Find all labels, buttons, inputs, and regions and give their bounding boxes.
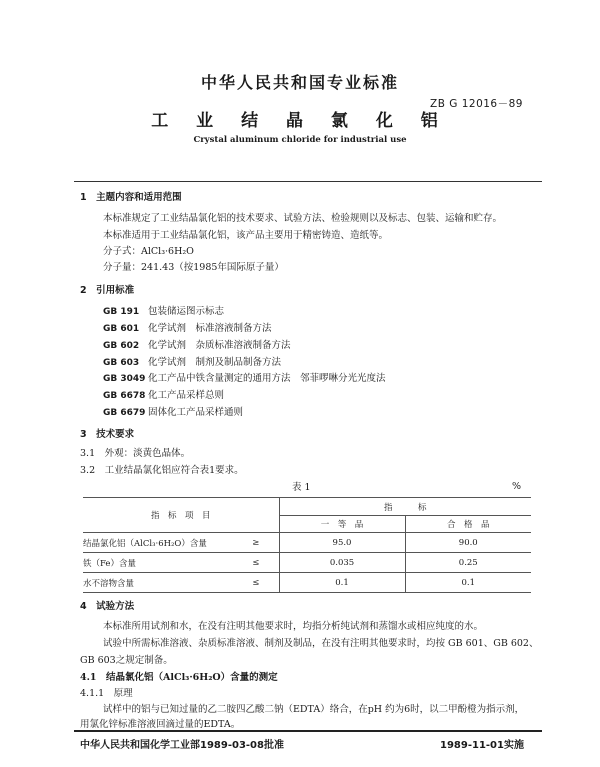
- reference-title: 化学试剂 标准溶液制备方法: [148, 323, 272, 334]
- table-cell-item: 结晶氯化铝（AlCl₃·6H₂O）含量: [83, 533, 233, 553]
- spec-table: [83, 497, 531, 593]
- principle-paragraph: 试样中的铝与已知过量的乙二胺四乙酸二钠（EDTA）络合，在pH 约为6时，以二甲酚橙为指示剂，: [103, 704, 525, 715]
- clause-3-1: 3.1 外观：淡黄色晶体。: [80, 448, 191, 459]
- section-4-heading: 4 试验方法: [80, 601, 135, 612]
- clause-3-2: 3.2 工业结晶氯化铝应符合表1要求。: [80, 465, 244, 476]
- approval-line: 中华人民共和国化学工业部1989-03-08批准: [80, 740, 284, 751]
- reference-item: [103, 404, 243, 418]
- principle-paragraph-cont: 用氯化锌标准溶液回滴过量的EDTA。: [80, 719, 241, 730]
- table-cell-operator: ≥: [233, 533, 279, 553]
- table-cell-item: 铁（Fe）含量: [83, 553, 233, 573]
- section-2-heading: 2 引用标准: [80, 285, 135, 296]
- section-3-heading: 3 技术要求: [80, 429, 135, 440]
- table-header-grade-2: 合 格 品: [405, 516, 531, 533]
- reference-title: 化学试剂 杂质标准溶液制备方法: [148, 340, 291, 351]
- reference-item: [103, 320, 272, 334]
- table-cell-grade-1: 0.035: [279, 553, 405, 573]
- molecular-formula: 分子式：AlCl₃·6H₂O: [103, 246, 194, 257]
- section-1-heading: 1 主题内容和适用范围: [80, 192, 182, 203]
- table-unit: %: [512, 481, 522, 492]
- clause-4-1-1-heading: 4.1.1 原理: [80, 688, 133, 699]
- reference-item: [103, 387, 224, 401]
- table-cell-grade-1: 95.0: [279, 533, 405, 553]
- reference-item: [103, 337, 291, 351]
- reference-title: 化工产品采样总则: [148, 390, 225, 401]
- table-row: [83, 533, 531, 553]
- table-caption: 表 1: [292, 482, 311, 493]
- table-header-grade-1: 一 等 品: [279, 516, 405, 533]
- english-subtitle: Crystal aluminum chloride for industrial use: [193, 135, 407, 145]
- standard-category: 中华人民共和国专业标准: [200, 73, 399, 92]
- table-header-group: 指 标: [279, 498, 531, 516]
- section-1-paragraph-1: 本标准规定了工业结晶氯化铝的技术要求、试验方法、检验规则以及标志、包装、运输和贮存。: [103, 213, 503, 224]
- molecular-mass: 分子量：241.43（按1985年国际原子量）: [103, 262, 284, 273]
- reference-code: GB 3049: [103, 374, 146, 384]
- reference-code: GB 6679: [103, 408, 146, 418]
- section-4-paragraph-1: 本标准所用试剂和水，在没有注明其他要求时，均指分析纯试剂和蒸馏水或相应纯度的水。: [103, 621, 484, 632]
- table-cell-grade-2: 0.1: [405, 573, 531, 593]
- reference-code: GB 191: [103, 307, 140, 317]
- table-cell-operator: ≤: [233, 573, 279, 593]
- section-4-paragraph-2: 试验中所需标准溶液、杂质标准溶液、制剂及制品，在没有注明其他要求时，均按 GB 601、GB 602、: [103, 638, 539, 649]
- document-title: 工 业 结 晶 氯 化 铝: [151, 111, 449, 131]
- standard-code: ZB G 12016－89: [430, 98, 523, 110]
- reference-title: 化工产品中铁含量测定的通用方法 邻菲啰啉分光光度法: [148, 373, 386, 384]
- reference-item: [103, 370, 386, 384]
- reference-code: GB 6678: [103, 391, 146, 401]
- reference-item: [103, 354, 281, 368]
- table-cell-item: 水不溶物含量: [83, 573, 233, 593]
- reference-item: [103, 303, 224, 317]
- table-cell-grade-2: 0.25: [405, 553, 531, 573]
- table-row: [83, 573, 531, 593]
- table-cell-operator: ≤: [233, 553, 279, 573]
- effective-date: 1989-11-01实施: [440, 740, 524, 751]
- clause-4-1-heading: 4.1 结晶氯化铝（AlCl₃·6H₂O）含量的测定: [80, 672, 278, 683]
- reference-code: GB 601: [103, 324, 140, 334]
- reference-code: GB 603: [103, 358, 140, 368]
- table-cell-grade-1: 0.1: [279, 573, 405, 593]
- section-1-paragraph-2: 本标准适用于工业结晶氯化铝，该产品主要用于精密铸造、造纸等。: [103, 230, 389, 241]
- footer-divider: [74, 730, 542, 732]
- reference-code: GB 602: [103, 341, 140, 351]
- reference-title: 固体化工产品采样通则: [148, 407, 244, 418]
- reference-title: 化学试剂 制剂及制品制备方法: [148, 357, 282, 368]
- reference-title: 包装储运图示标志: [148, 306, 225, 317]
- section-4-paragraph-2-cont: GB 603之规定制备。: [80, 655, 173, 666]
- table-header-item: 指 标 项 目: [83, 498, 279, 533]
- table-row: [83, 553, 531, 573]
- header-divider: [74, 181, 542, 182]
- table-cell-grade-2: 90.0: [405, 533, 531, 553]
